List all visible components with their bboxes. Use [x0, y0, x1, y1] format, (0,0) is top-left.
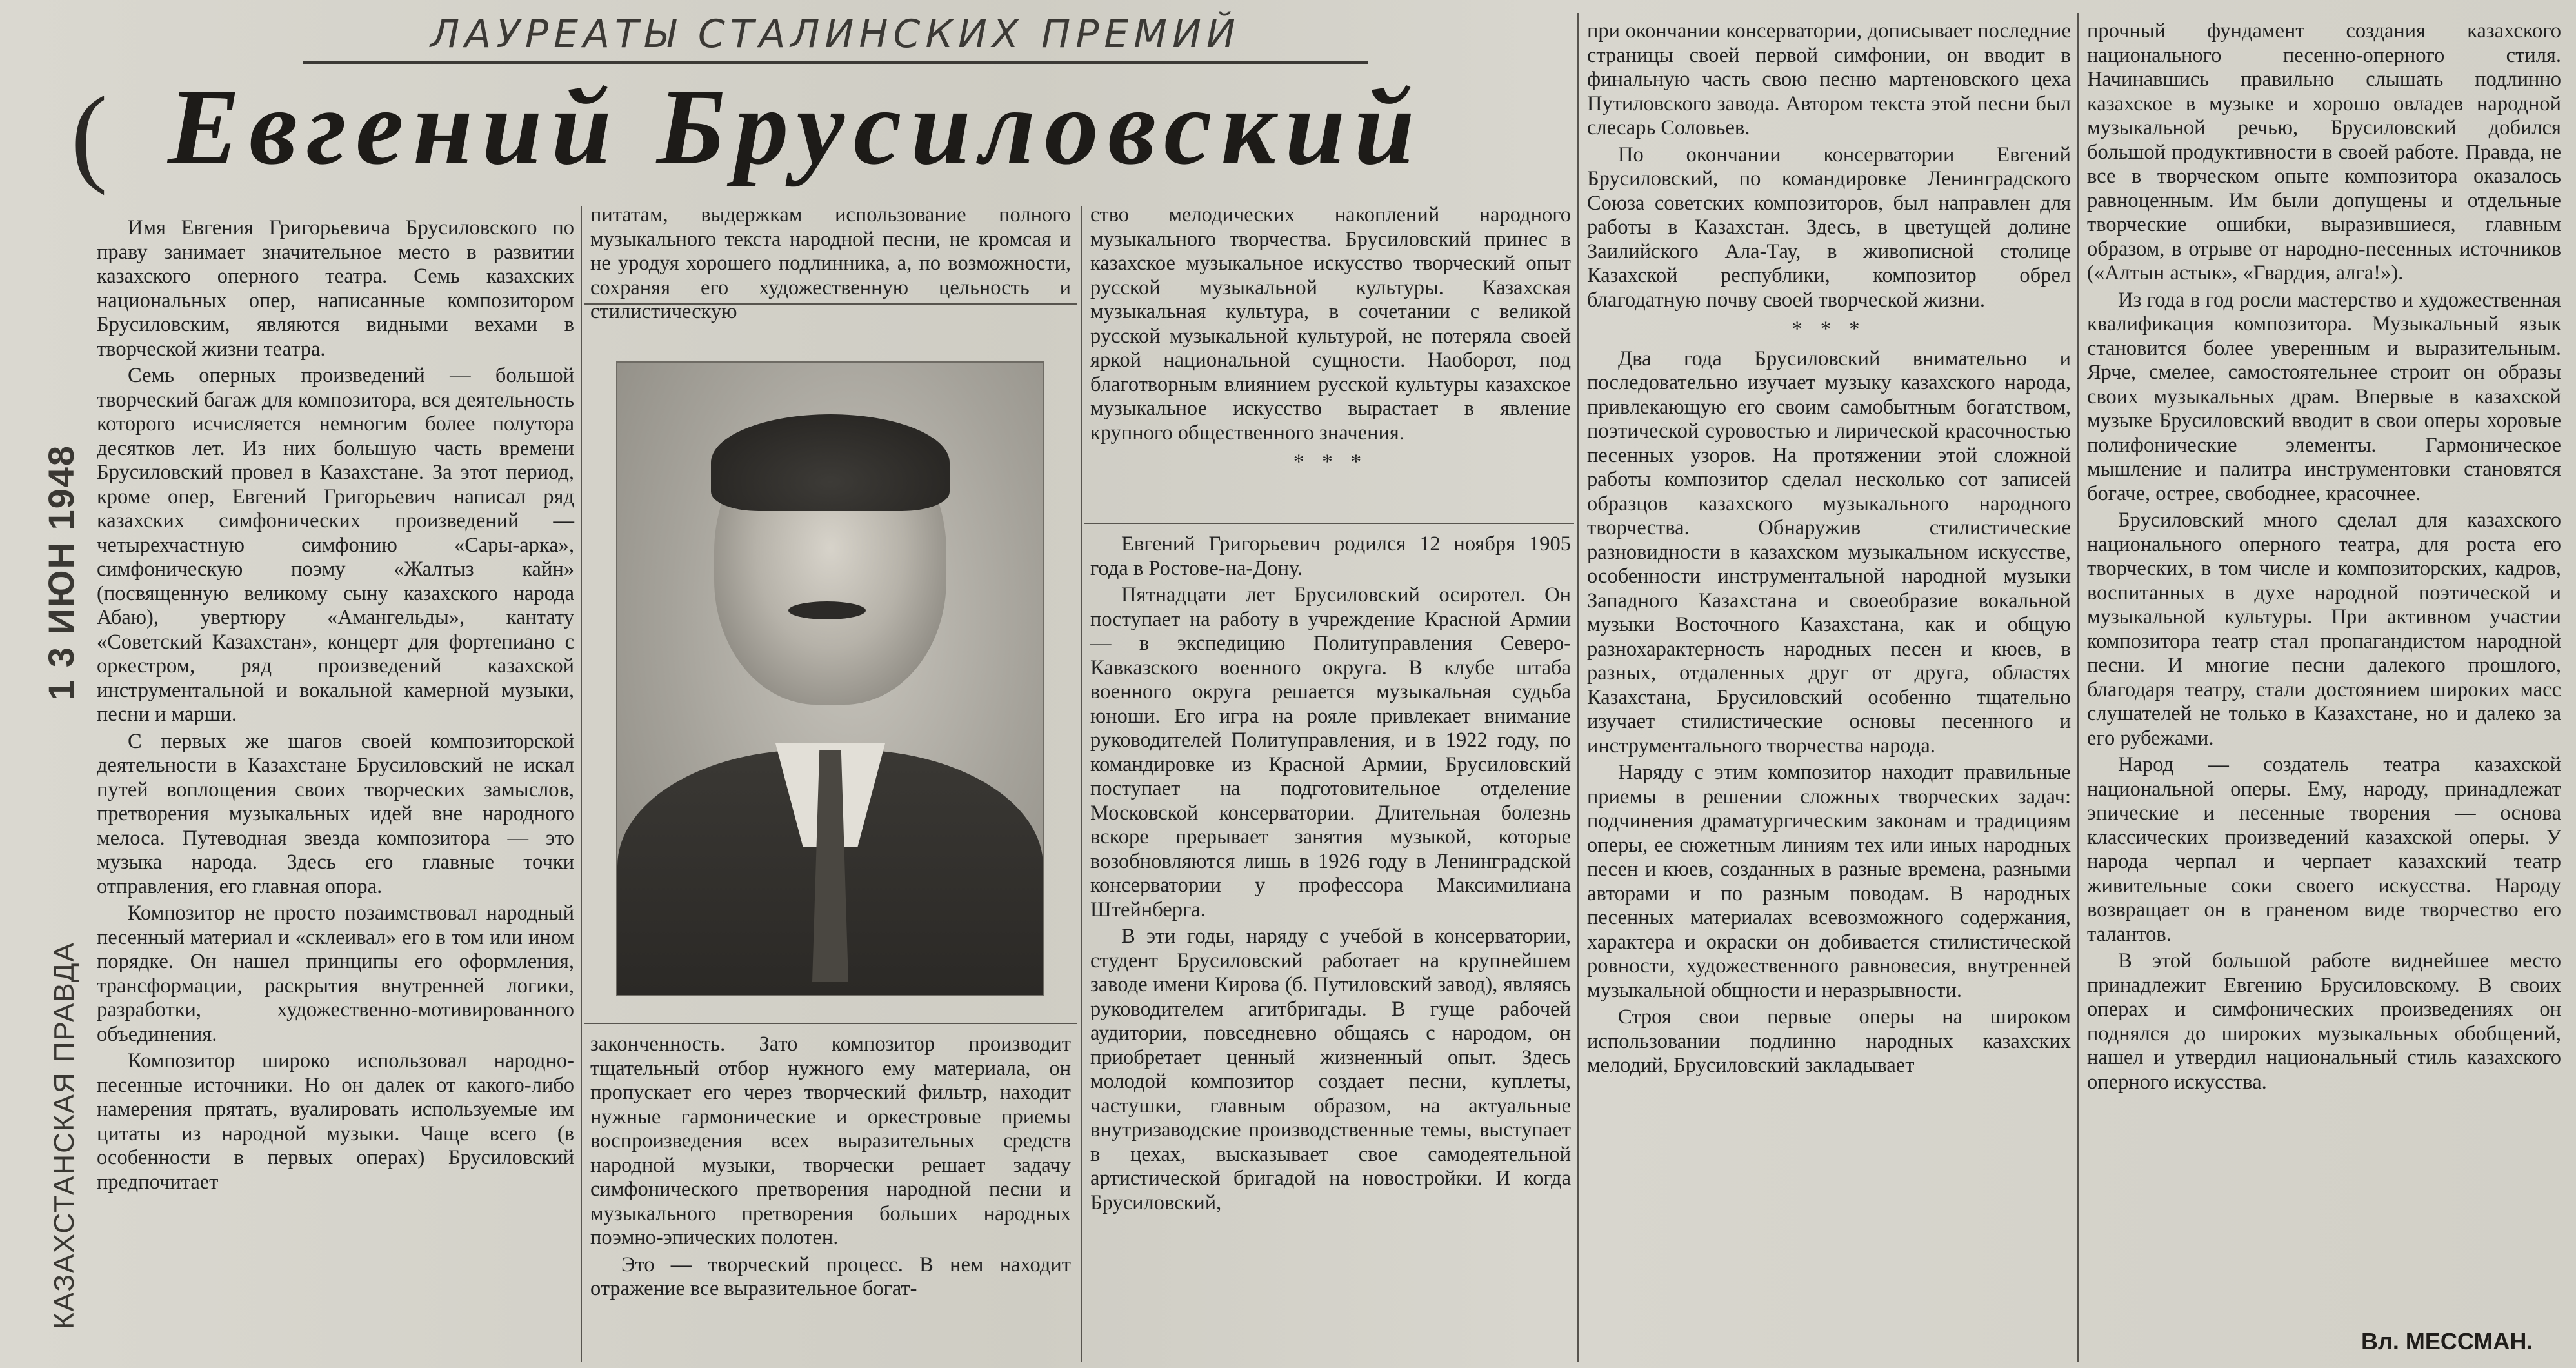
- article-headline: Евгений Брусиловский: [168, 67, 1424, 187]
- column-2-top: [590, 203, 1071, 325]
- paragraph: В этой большой работе виднейшее место принадлежит Евгению Брусиловскому. В своих операх и симфонических произведениях он поднялся до широких музыкальных обобщений, нашел и утвердил национальный стиль казахского оперного искусства.: [2087, 949, 2561, 1094]
- paragraph: Два года Брусиловский внимательно и последовательно изучает музыку казахского народа, привлекающую его своим самобытным богатством, поэтической суровостью и лирической красочностью песенных узоров. На протяжении этой сложной работы композитор сделал несколько сот записей образцов казахского музыкального народного творчества. Обнаружив стилистические разновидности в казахском музыкальном искусстве, особенности инструментальной народной музыки Западного Казахстана и своеобразие вокальной музыки Восточного Казахстана, как и общую разнохарактерность народных песен и кюев, в разных, отдаленных друг от друга, областях Казахстана, Брусиловский особенно тщательно изучает стилистические основы песенного и инструментального творчества народа.: [1587, 347, 2071, 758]
- section-rule: [1084, 523, 1574, 524]
- column-5: [2087, 19, 2561, 1094]
- paragraph: В эти годы, наряду с учебой в консерватории, студент Брусиловский работает на крупнейшем заводе имени Кирова (б. Путиловский завод), являясь руководителем агитбригады. В гуще рабочей аудитории, повседневно общаясь с народом, он приобретает ценный жизненный опыт. Здесь молодой композитор создает песни, куплеты, частушки, главным образом, на актуальные внутризаводские производственные темы, выступает в цехах, высказывает свое самодеятельной артистической бригадой на новостройки. И когда Брусиловский,: [1090, 925, 1571, 1214]
- column-rule: [1577, 13, 1579, 1362]
- section-divider-stars: * * *: [1293, 450, 1368, 474]
- rubric-underline: [303, 61, 1368, 64]
- paragraph: питатам, выдержкам использование полного музыкального текста народной песни, не кромсая и не уродуя хорошего подлинника, а, по возможности, сохраняя его художественную цельность и стилистическую: [590, 203, 1071, 323]
- paragraph: С первых же шагов своей композиторской деятельности в Казахстане Брусиловский не искал путей воплощения своих творческих замыслов, претворения музыкальных идей вне народного мелоса. Путеводная звезда композитора — это музыка народа. Здесь его главные точки отправления, его главная опора.: [97, 729, 574, 898]
- paragraph: Композитор не просто позаимствовал народный песенный материал и «склеивал» его в том или ином порядке. Он нашел принципы его оформления, трансформации, раскрытия внутренней логики, разработки, художественно-мотивированного объединения.: [97, 901, 574, 1046]
- portrait-photo: [616, 361, 1044, 996]
- column-rule: [1081, 206, 1082, 1362]
- paragraph: Это — творческий процесс. В нем находит отражение все выразительное богат-: [590, 1252, 1071, 1300]
- newspaper-name: КАЗАХСТАНСКАЯ ПРАВДА: [48, 941, 80, 1329]
- date-stamp: 1 3 ИЮН 1948: [41, 444, 81, 700]
- paragraph: законченность. Зато композитор производит тщательный отбор нужного ему материала, он пропускает его через творческий фильтр, находит нужные гармонические и оркестровые приемы воспроизведения всех выразительных средств народной музыки, творчески решает задачу симфонического претворения народной песни и музыкального претворения больших народных поэмно-эпических полотен.: [590, 1032, 1071, 1249]
- newspaper-stamp: [40, 444, 82, 1329]
- rubric-title: ЛАУРЕАТЫ СТАЛИНСКИХ ПРЕМИЙ: [430, 12, 1241, 57]
- author-signature: Вл. МЕССМАН.: [2361, 1328, 2533, 1354]
- paragraph: прочный фундамент создания казахского национального песенно-оперного стиля. Начинавшись правильно слышать подлинно казахское в музыке и хорошо овладев народной музыкальной речью, Брусиловский добился большой продуктивности в своей работе. Правда, не все в творческом опыте композитора оказалось равноценным. Им были допущены и отдельные творческие ошибки, выразившиеся, главным образом, в отрыве от народно-песенных источников («Алтын астык», «Гвардия, алга!»).: [2087, 19, 2561, 285]
- paragraph: Из года в год росли мастерство и художественная квалификация композитора. Музыкальный язык становится более уверенным и выразительным. Ярче, смелее, самостоятельнее строит он образы своих музыкальных драм. Впервые в казахской музыке Брусиловский вводит в свои оперы хоровые полифонические элементы. Гармоническое мышление и палитра инструментовки становятся богаче, острее, свободнее, красочнее.: [2087, 288, 2561, 505]
- paragraph: при окончании консерватории, дописывает последние страницы своей первой симфонии, он вводит в финальную часть свою песню мартеновского цеха Путиловского завода. Автором текста этой песни был слесарь Соловьев.: [1587, 19, 2071, 139]
- column-3-bottom: [1090, 532, 1571, 1215]
- paragraph: Композитор широко использовал народно-песенные источники. Но он далек от какого-либо намерения прятать, вуалировать используемые им цитаты из народной музыки. Чаще всего (в особенности в первых операх) Брусиловский предпочитает: [97, 1049, 574, 1194]
- decorative-brace: (: [71, 74, 108, 196]
- photo-moustache: [788, 601, 866, 619]
- paragraph: Семь оперных произведений — большой творческий багаж для композитора, вся деятельность которого исчисляется немногим более полутора десятков лет. Из них большую часть времени Брусиловский провел в Казахстане. За этот период, кроме опер, Евгений Григорьевич написал ряд казахских симфонических произведений — четырехчастную симфонию «Сары-арка», симфоническую поэму «Жалтыз кайн» (посвященную великому сыну казахского народа Абаю), увертюру «Амангельды», кантату «Советский Казахстан», концерт для фортепиано с оркестром, ряд произведений казахской инструментальной и вокальной камерной музыки, песни и марши.: [97, 364, 574, 726]
- paragraph: Евгений Григорьевич родился 12 ноября 1905 года в Ростове-на-Дону.: [1090, 532, 1571, 580]
- column-3-top: [1090, 203, 1571, 480]
- paragraph: Пятнадцати лет Брусиловский осиротел. Он поступает на работу в учреждение Красной Армии — в экспедицию Политуправления Северо-Кавказского военного округа. В клубе штаба военного округа решается музыкальная судьба юноши. Его игра на рояле привлекает внимание руководителей Политуправления, и в 1922 году, по командировке из Красной Армии, Брусиловский поступает на подготовительное отделение Московской консерватории. Длительная болезнь вскоре прерывает занятия музыкой, которые возобновляются лишь в 1926 году в Ленинградской консерватории у профессора Максимилиана Штейнберга.: [1090, 583, 1571, 921]
- column-rule: [581, 206, 582, 1362]
- column-2-bottom: [590, 1032, 1071, 1302]
- section-rule: [584, 1023, 1077, 1024]
- paragraph: Имя Евгения Григорьевича Брусиловского по праву занимает значительное место в развитии казахского оперного театра. Семь казахских национальных опер, написанные композитором Брусиловским, являются видными вехами в творческой жизни театра.: [97, 216, 574, 361]
- paragraph: Строя свои первые оперы на широком использовании подлинно народных казахских мелодий, Брусиловский закладывает: [1587, 1005, 2071, 1077]
- column-4: [1587, 19, 2071, 1078]
- paragraph: По окончании консерватории Евгений Брусиловский, по командировке Ленинградского Союза советских композиторов, был направлен для работы в Казахстан. Здесь, в цветущей долине Заилийского Ала-Тау, в живописной столице Казахской республики, композитор обрел благодатную почву своей творческой жизни.: [1587, 143, 2071, 312]
- column-1: [97, 216, 574, 1194]
- paragraph: Наряду с этим композитор находит правильные приемы в решении сложных творческих задач: подчинения драматургическим законам и традициям оперы, ее сюжетным линиям тех или иных народных песен и кюев, созданных в разные времена, разными авторами и по разным поводам. В народных песенных материалах всевозможного содержания, характера и окраски он добивается стилистической ровности, художественного равновесия, внутренней музыкальной общности и неразрывности.: [1587, 761, 2071, 1002]
- paragraph: Брусиловский много сделал для казахского национального оперного театра, для роста его творческих, в том числе и композиторских, кадров, воспитанных в духе народной поэтической и музыкальной культуры. При активном участии композитора театр стал пропагандистом народной песни. И многие песни далекого прошлого, благодаря театру, стали достоянием широких масс слушателей не только в Казахстане, но и далеко за его рубежами.: [2087, 508, 2561, 750]
- photo-hair: [711, 414, 950, 511]
- paragraph: ство мелодических накоплений народного музыкального творчества. Брусиловский принес в казахское музыкальное искусство творческий опыт русской музыкальной культуры. Казахская музыкальная культура, в сочетании с великой русской музыкальной культурой, не потеряла своей яркой национальной сущности. Наоборот, под благотворным влиянием русской культуры казахское музыкальное искусство вырастает в явление крупного общественного значения.: [1090, 203, 1571, 445]
- section-divider-stars: * * *: [1792, 317, 1866, 341]
- column-rule: [2077, 13, 2079, 1362]
- paragraph: Народ — создатель театра казахской национальной оперы. Ему, народу, принадлежат эпические и песенные творения — основа классических произведений казахской оперы. У народа черпал и черпает казахский театр живительные соки своего искусства. Народу возвращает он в граненом виде творчество его талантов.: [2087, 753, 2561, 946]
